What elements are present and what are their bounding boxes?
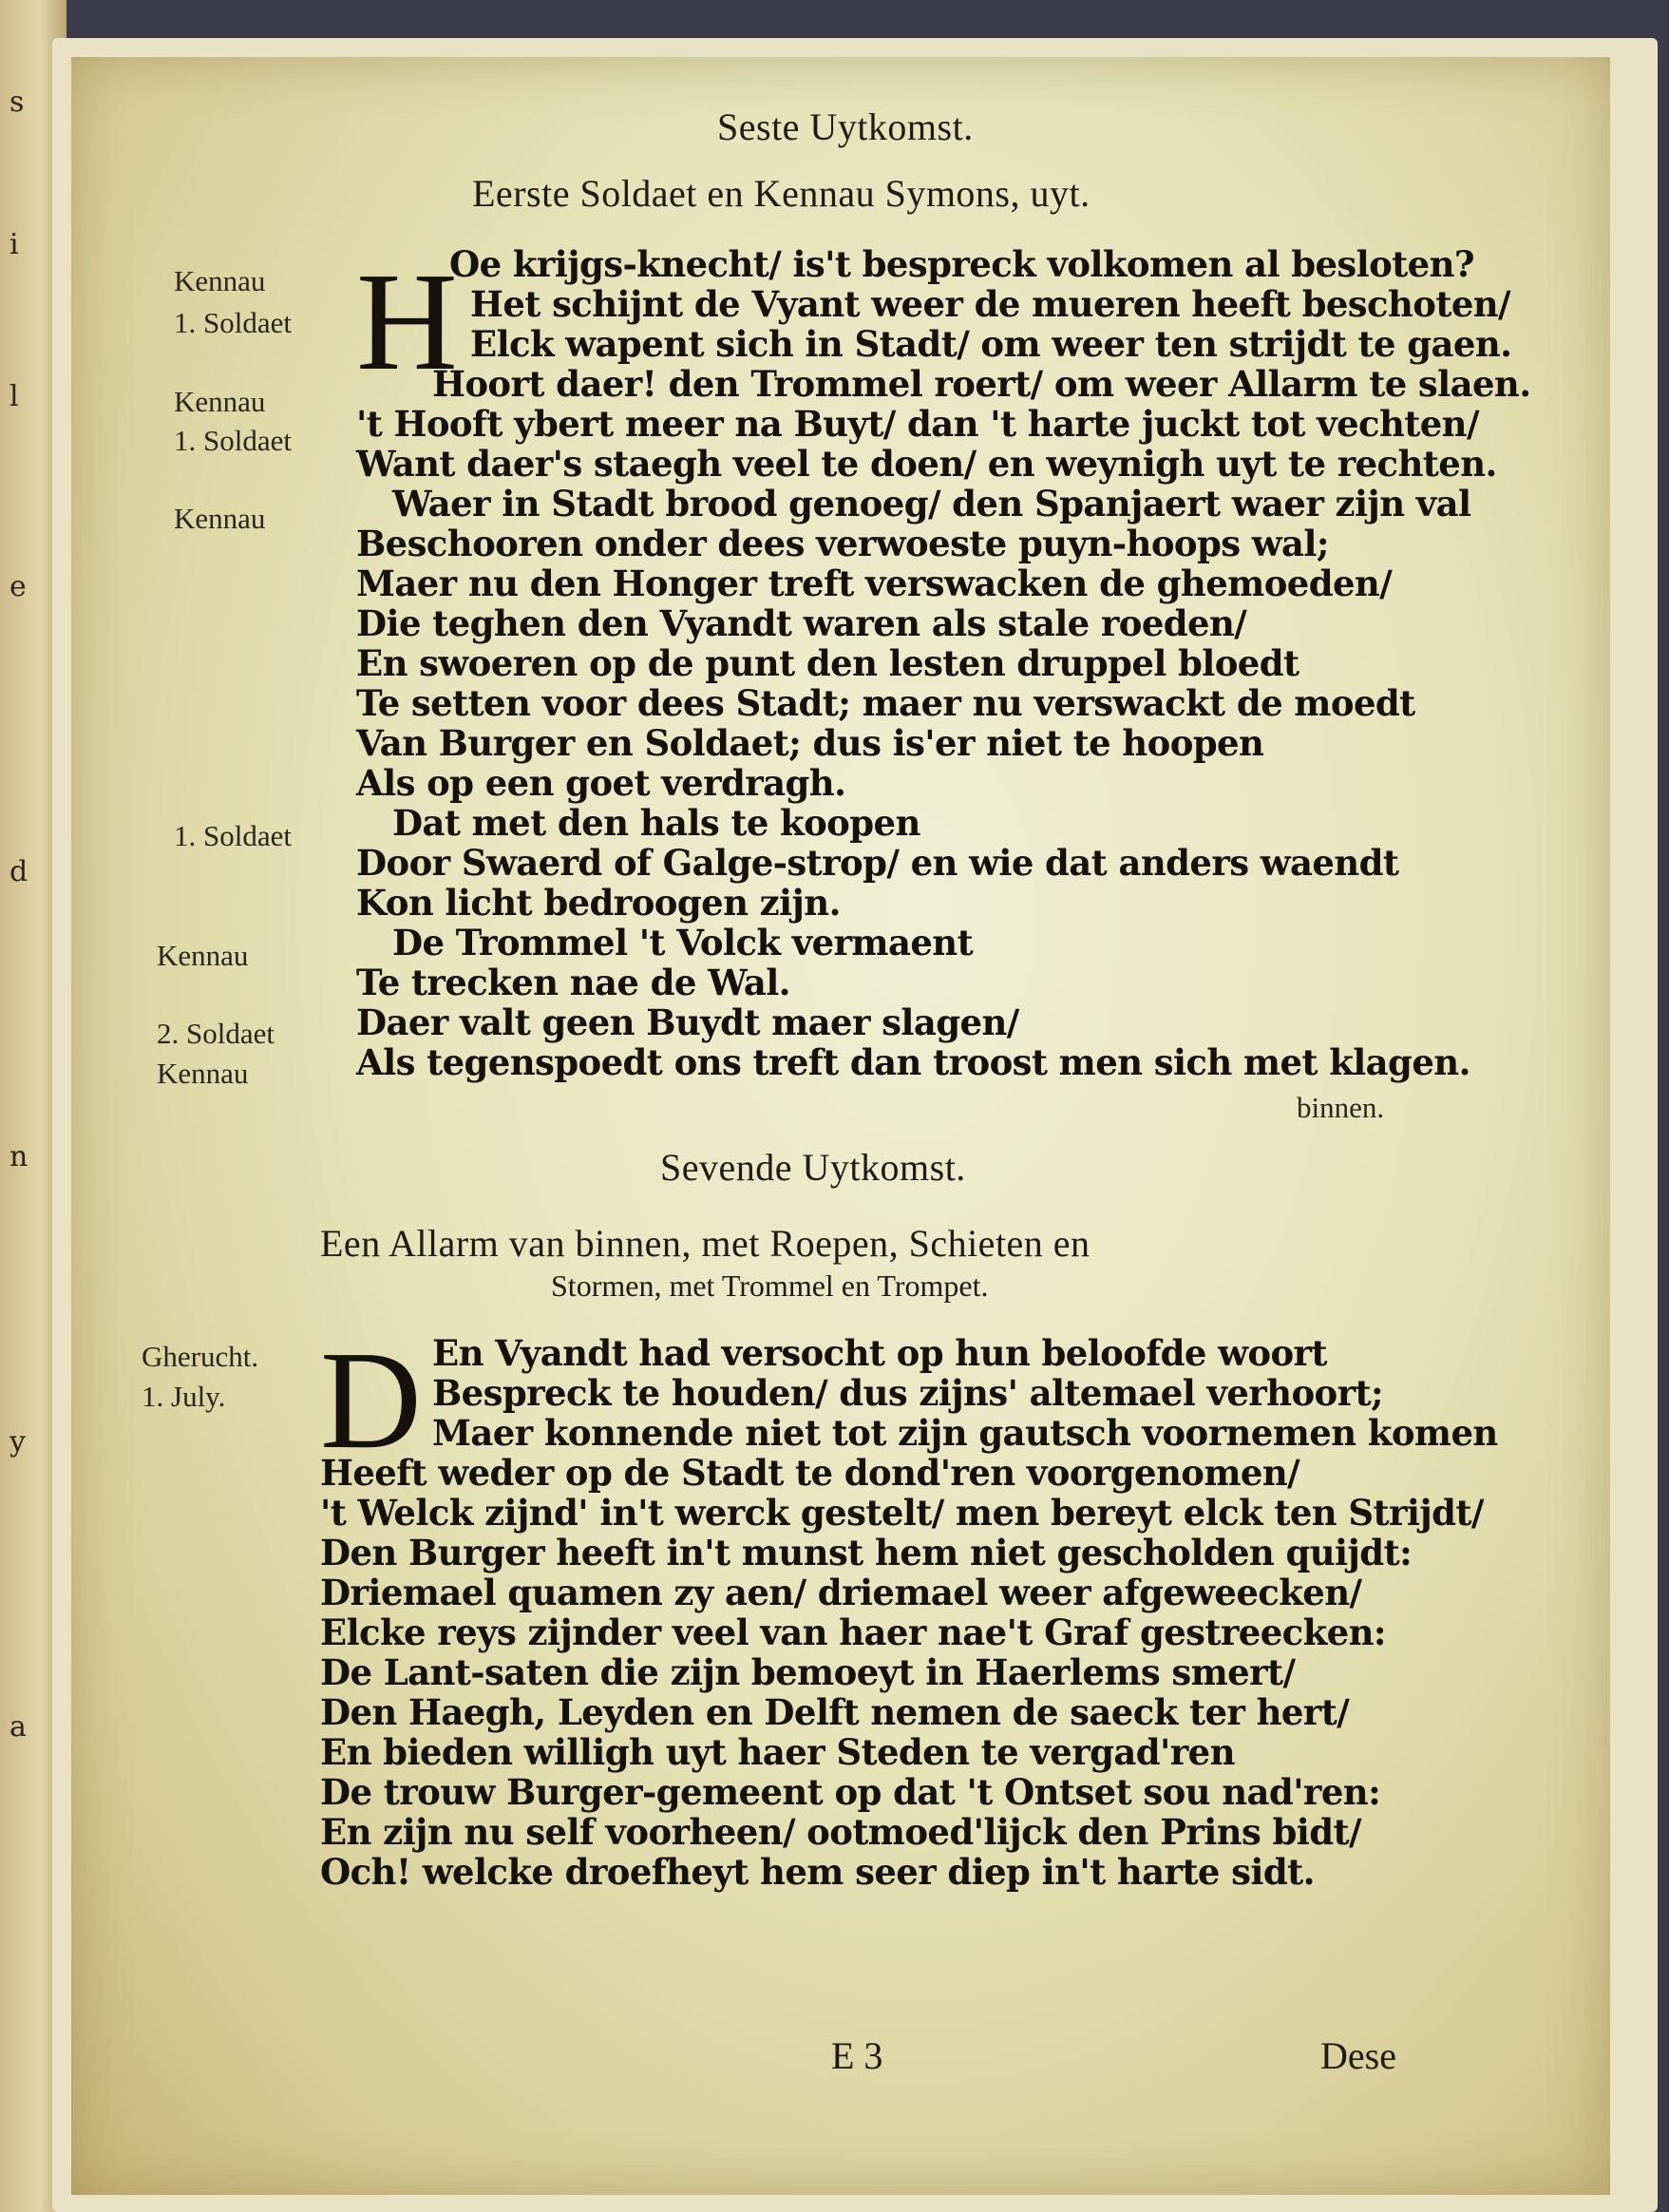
verse-line: De trouw Burger-gemeent op dat 't Ontset sou nad'ren: bbox=[320, 1771, 1381, 1813]
verse-line: Waer in Stadt brood genoeg/ den Spanjaert waer zijn val bbox=[392, 483, 1471, 524]
signature-mark: E 3 bbox=[831, 2034, 883, 2077]
section-subtitle: Eerste Soldaet en Kennau Symons, uyt. bbox=[472, 172, 1091, 215]
verse-line: Als op een goet verdragh. bbox=[356, 762, 846, 804]
verse-line: Want daer's staegh veel te doen/ en weynigh uyt te rechten. bbox=[356, 443, 1497, 485]
facing-page-char: i bbox=[9, 228, 19, 261]
verse-line: Och! welcke droefheyt hem seer diep in't harte sidt. bbox=[320, 1851, 1315, 1893]
drop-cap: H bbox=[356, 244, 458, 400]
facing-page-char: e bbox=[9, 570, 27, 603]
verse-line: De Lant-saten die zijn bemoeyt in Haerlems smert/ bbox=[320, 1651, 1296, 1693]
speaker-label: 2. Soldaet bbox=[157, 1017, 275, 1050]
facing-page-char: s bbox=[9, 86, 25, 119]
verse-line: Elck wapent sich in Stadt/ om weer ten strijdt te gaen. bbox=[470, 323, 1512, 365]
section-subtitle: Een Allarm van binnen, met Roepen, Schieten en bbox=[320, 1222, 1091, 1265]
verse-line: Elcke reys zijnder veel van haer nae't Graf gestreecken: bbox=[320, 1611, 1386, 1653]
margin-note: Gherucht. bbox=[142, 1340, 259, 1373]
speaker-label: 1. Soldaet bbox=[174, 424, 292, 457]
verse-line: Het schijnt de Vyant weer de mueren heeft beschoten/ bbox=[470, 283, 1510, 325]
verse-line: Heeft weder op de Stadt te dond'ren voorgenomen/ bbox=[320, 1452, 1300, 1494]
drop-cap: D bbox=[320, 1323, 422, 1478]
facing-page-char: n bbox=[9, 1140, 28, 1173]
margin-note: 1. July. bbox=[142, 1380, 226, 1413]
verse-line: Die teghen den Vyandt waren als stale roeden/ bbox=[356, 602, 1247, 644]
verse-line: Van Burger en Soldaet; dus is'er niet te hoopen bbox=[356, 722, 1264, 764]
verse-line: En swoeren op de punt den lesten druppel bloedt bbox=[356, 642, 1299, 684]
speaker-label: Kennau bbox=[157, 939, 249, 972]
facing-page-char: y bbox=[9, 1425, 26, 1459]
catchword: binnen. bbox=[1297, 1091, 1385, 1124]
verse-line: Dat met den hals te koopen bbox=[392, 802, 920, 844]
verse-line: En Vyandt had versocht op hun beloofde woort bbox=[432, 1332, 1327, 1374]
verse-line: Door Swaerd of Galge-strop/ en wie dat anders waendt bbox=[356, 842, 1399, 884]
facing-page-char: l bbox=[9, 380, 19, 413]
verse-line: Beschooren onder dees verwoeste puyn-hoops wal; bbox=[356, 523, 1329, 564]
verse-line: Den Burger heeft in't munst hem niet gescholden quijdt: bbox=[320, 1532, 1413, 1573]
section-title: Seste Uytkomst. bbox=[717, 105, 974, 148]
verse-line: En zijn nu self voorheen/ ootmoed'lijck den Prins bidt/ bbox=[320, 1811, 1361, 1853]
verse-line: Bespreck te houden/ dus zijns' altemael verhoort; bbox=[432, 1372, 1384, 1414]
verse-line: Te setten voor dees Stadt; maer nu verswackt de moedt bbox=[356, 682, 1415, 724]
facing-page-char: d bbox=[9, 855, 28, 888]
speaker-label: 1. Soldaet bbox=[174, 306, 292, 339]
facing-page-char: a bbox=[9, 1710, 27, 1744]
book-page bbox=[71, 57, 1610, 2195]
speaker-label: Kennau bbox=[174, 264, 266, 297]
verse-line: Als tegenspoedt ons treft dan troost men sich met klagen. bbox=[356, 1041, 1470, 1083]
speaker-label: Kennau bbox=[174, 385, 266, 418]
speaker-label: Kennau bbox=[174, 502, 266, 535]
section-title: Sevende Uytkomst. bbox=[660, 1146, 966, 1189]
catchword: Dese bbox=[1320, 2034, 1396, 2077]
verse-line: Te trecken nae de Wal. bbox=[356, 962, 790, 1003]
verse-line: En bieden willigh uyt haer Steden te vergad'ren bbox=[320, 1731, 1235, 1773]
verse-line: De Trommel 't Volck vermaent bbox=[392, 922, 974, 963]
verse-line: Oe krijgs-knecht/ is't bespreck volkomen al besloten? bbox=[449, 243, 1474, 285]
verse-line: Driemael quamen zy aen/ driemael weer afgeweecken/ bbox=[320, 1572, 1362, 1613]
section-subtitle: Stormen, met Trommel en Trompet. bbox=[551, 1268, 989, 1303]
verse-line: Hoort daer! den Trommel roert/ om weer Allarm te slaen. bbox=[432, 363, 1531, 405]
verse-line: Maer konnende niet tot zijn gautsch voornemen komen bbox=[432, 1412, 1498, 1454]
verse-line: Den Haegh, Leyden en Delft nemen de saeck ter hert/ bbox=[320, 1691, 1350, 1733]
verse-line: Maer nu den Honger treft verswacken de ghemoeden/ bbox=[356, 563, 1393, 604]
speaker-label: Kennau bbox=[157, 1057, 249, 1090]
verse-line: 't Welck zijnd' in't werck gestelt/ men bereyt elck ten Strijdt/ bbox=[320, 1492, 1484, 1534]
speaker-label: 1. Soldaet bbox=[174, 819, 292, 852]
verse-line: Daer valt geen Buydt maer slagen/ bbox=[356, 1001, 1019, 1043]
verse-line: Kon licht bedroogen zijn. bbox=[356, 882, 841, 924]
verse-line: 't Hooft ybert meer na Buyt/ dan 't harte juckt tot vechten/ bbox=[356, 403, 1479, 445]
